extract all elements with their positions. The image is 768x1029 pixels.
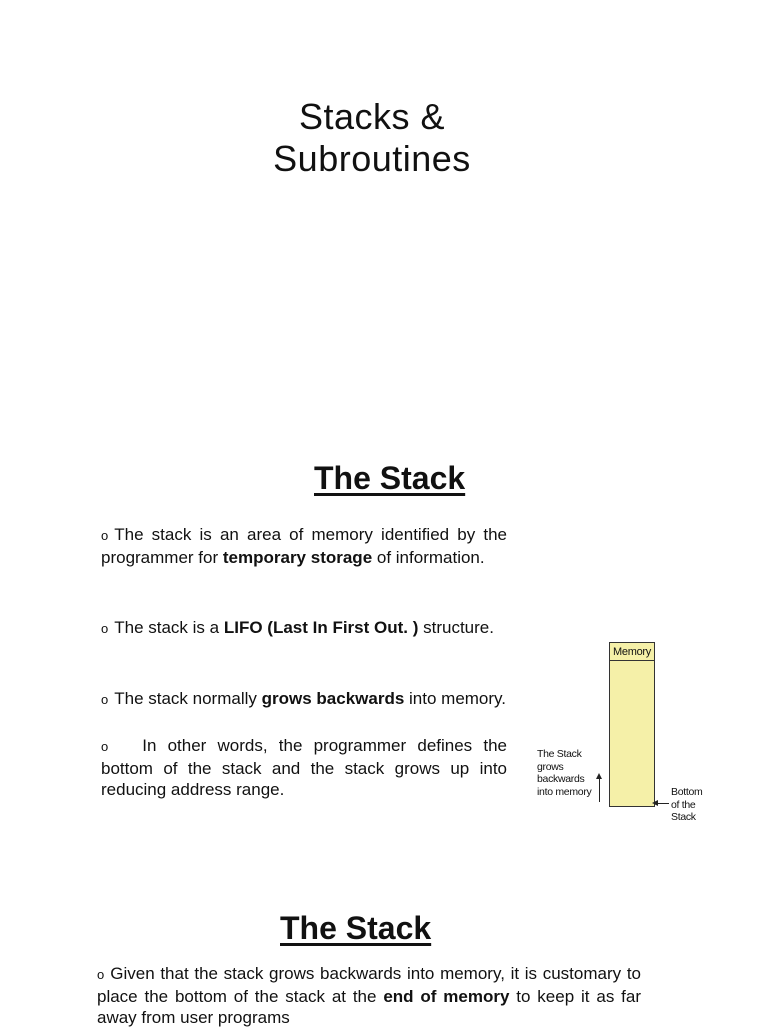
- paragraph-text: structure.: [418, 618, 494, 637]
- bullet-temporary-storage: [101, 524, 507, 568]
- memory-label: Memory: [613, 646, 651, 658]
- bullet-end-of-memory: [97, 963, 641, 1029]
- bold-term: temporary storage: [222, 547, 373, 567]
- paragraph-text: The stack is an area of memory identified by the programmer for: [101, 525, 507, 567]
- left-arrow-icon: [655, 803, 669, 804]
- bullet-lifo: [101, 617, 511, 640]
- section-heading-the-stack-2: The Stack: [280, 910, 432, 946]
- memory-label-divider: [610, 660, 654, 661]
- paragraph-text: In other words, the programmer defines the bottom of the stack and the stack grows up into reducing address range.: [101, 736, 507, 799]
- bullet-marker: o: [101, 528, 109, 543]
- stack-grows-note: The Stack grows backwards into memory: [537, 748, 592, 798]
- section-heading-the-stack: The Stack: [314, 460, 466, 496]
- paragraph-text: The stack normally: [114, 689, 262, 708]
- bold-term: LIFO (Last In First Out. ): [223, 618, 419, 637]
- bullet-in-other-words: [101, 735, 507, 801]
- paragraph-text: Given that the stack grows backwards into memory, it is customary to place the bottom of the stack at the: [97, 964, 641, 1006]
- paragraph-text: of information.: [372, 547, 485, 567]
- bullet-marker: o: [101, 692, 109, 707]
- title-line-1: Stacks &: [298, 96, 446, 137]
- bullet-marker: o: [101, 739, 109, 754]
- up-arrow-icon: [599, 777, 600, 802]
- bullet-grows-backwards: [101, 688, 507, 711]
- title-line-2: Subroutines: [273, 138, 471, 179]
- paragraph-text: The stack is a: [114, 618, 224, 637]
- bullet-marker: o: [101, 621, 109, 636]
- bold-term: end of memory: [383, 986, 510, 1006]
- memory-block: [609, 642, 655, 807]
- paragraph-text: to keep it as far away from user programs: [97, 986, 642, 1027]
- bullet-marker: o: [97, 967, 105, 982]
- bold-term: grows backwards: [261, 689, 405, 708]
- paragraph-text: into memory.: [404, 689, 507, 708]
- page-title: [0, 96, 744, 180]
- bottom-of-stack-note: Bottom of the Stack: [671, 786, 703, 823]
